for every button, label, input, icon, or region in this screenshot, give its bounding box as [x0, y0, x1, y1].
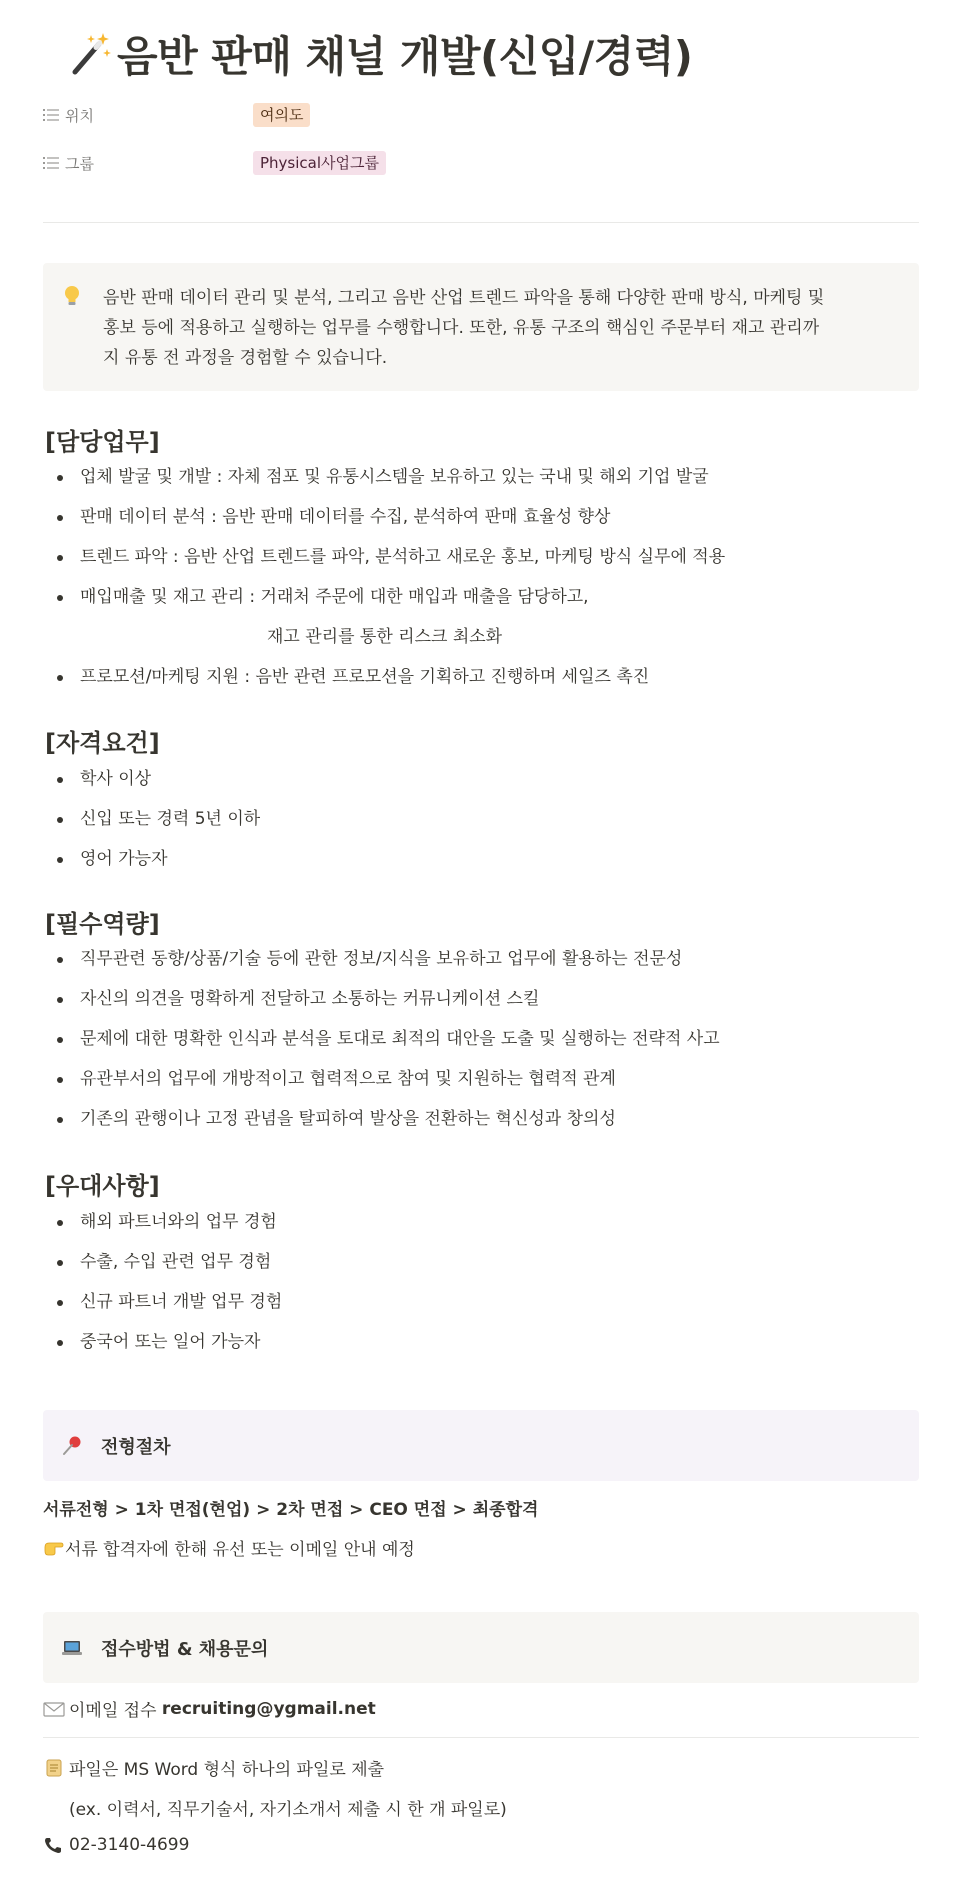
- list-item-continuation: 재고 관리를 통한 리스크 최소화: [267, 627, 503, 647]
- list-item: [43, 585, 919, 665]
- location-tag[interactable]: 여의도: [253, 103, 310, 127]
- phone-number[interactable]: 02-3140-4699: [69, 1835, 190, 1855]
- pushpin-icon: [61, 1435, 83, 1457]
- callout-line: 홍보 등에 적용하고 실행하는 업무를 수행합니다. 또한, 유통 구조의 핵심인 주문부터 재고 관리까: [103, 318, 820, 338]
- page-header: [65, 24, 692, 84]
- list-item: 유관부서의 업무에 개방적이고 협력적으로 참여 및 지원하는 협력적 관계: [43, 1067, 919, 1107]
- callout-line: 음반 판매 데이터 관리 및 분석, 그리고 음반 산업 트렌드 파악을 통해 다양한 판매 방식, 마케팅 및: [103, 288, 825, 308]
- list-item: 신규 파트너 개발 업무 경험: [43, 1290, 919, 1330]
- list-item: 자신의 의견을 명확하게 전달하고 소통하는 커뮤니케이션 스킬: [43, 987, 919, 1027]
- scroll-icon: [43, 1758, 65, 1778]
- envelope-icon: [43, 1699, 65, 1719]
- process-callout: [43, 1410, 919, 1481]
- file-example: (ex. 이력서, 직무기술서, 자기소개서 제출 시 한 개 파일로): [69, 1800, 507, 1820]
- page-title: 음반 판매 채널 개발(신입/경력): [117, 32, 693, 81]
- email-line: 이메일 접수 recruiting@ygmail.net: [43, 1696, 376, 1721]
- list-item: 판매 데이터 분석 : 음반 판매 데이터를 수집, 분석하여 판매 효율성 향상: [43, 505, 919, 545]
- list-item: 학사 이상: [43, 767, 919, 807]
- property-location[interactable]: [43, 100, 919, 130]
- phone-icon: [43, 1835, 65, 1855]
- qualifications-list: [43, 767, 919, 887]
- file-note-line: 파일은 MS Word 형식 하나의 파일로 제출: [43, 1755, 384, 1780]
- list-item: 프로모션/마케팅 지원 : 음반 관련 프로모션을 기획하고 진행하며 세일즈 촉진: [43, 665, 919, 705]
- list-icon: [43, 156, 59, 170]
- preferred-list: [43, 1210, 919, 1370]
- list-item: 신입 또는 경력 5년 이하: [43, 807, 919, 847]
- list-item: 수출, 수입 관련 업무 경험: [43, 1250, 919, 1290]
- section-heading-competencies: [필수역량]: [45, 910, 160, 938]
- section-heading-qualifications: [자격요건]: [45, 729, 160, 757]
- intro-callout: [43, 263, 919, 391]
- list-item-text: 매입매출 및 재고 관리 : 거래처 주문에 대한 매입과 매출을 담당하고,: [80, 587, 589, 607]
- duties-list: [43, 465, 919, 705]
- divider: [43, 222, 919, 223]
- email-address[interactable]: recruiting@ygmail.net: [161, 1698, 376, 1719]
- process-heading: 전형절차: [101, 1436, 171, 1458]
- list-icon: [43, 108, 59, 122]
- process-note: 서류 합격자에 한해 유선 또는 이메일 안내 예정: [43, 1535, 415, 1560]
- process-steps: 서류전형 > 1차 면접(현업) > 2차 면접 > CEO 면접 > 최종합격: [43, 1500, 539, 1520]
- list-item: 문제에 대한 명확한 인식과 분석을 토대로 최적의 대안을 도출 및 실행하는 전략적 사고: [43, 1027, 919, 1067]
- divider: [43, 1737, 919, 1738]
- property-name: 위치: [43, 105, 253, 126]
- competencies-list: [43, 947, 919, 1147]
- pointing-hand-icon: [43, 1538, 65, 1558]
- list-item: 트렌드 파악 : 음반 산업 트렌드를 파악, 분석하고 새로운 홍보, 마케팅 방식 실무에 적용: [43, 545, 919, 585]
- property-name: 그룹: [43, 153, 253, 174]
- list-item: 기존의 관행이나 고정 관념을 탈피하여 발상을 전환하는 혁신성과 창의성: [43, 1107, 919, 1147]
- list-item: 업체 발굴 및 개발 : 자체 점포 및 유통시스템을 보유하고 있는 국내 및 해외 기업 발굴: [43, 465, 919, 505]
- lightbulb-icon: [63, 285, 81, 307]
- group-tag[interactable]: Physical사업그룹: [253, 151, 386, 175]
- apply-callout: [43, 1612, 919, 1683]
- section-heading-duties: [담당업무]: [45, 428, 160, 456]
- section-heading-preferred: [우대사항]: [45, 1172, 160, 1200]
- apply-heading: 접수방법 & 채용문의: [101, 1638, 269, 1660]
- list-item: 직무관련 동향/상품/기술 등에 관한 정보/지식을 보유하고 업무에 활용하는 전문성: [43, 947, 919, 987]
- laptop-icon: [61, 1637, 83, 1659]
- magic-wand-icon: [65, 30, 113, 78]
- list-item: 해외 파트너와의 업무 경험: [43, 1210, 919, 1250]
- callout-line: 지 유통 전 과정을 경험할 수 있습니다.: [103, 348, 388, 368]
- property-group[interactable]: [43, 148, 919, 178]
- list-item: 중국어 또는 일어 가능자: [43, 1330, 919, 1370]
- list-item: 영어 가능자: [43, 847, 919, 887]
- phone-line: [43, 1835, 189, 1855]
